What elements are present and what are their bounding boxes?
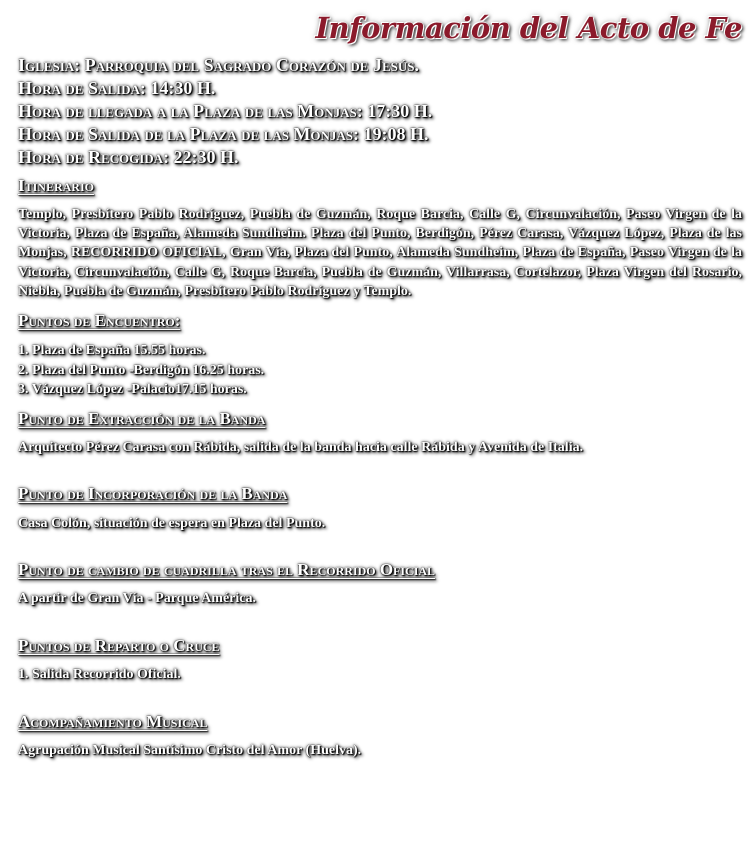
incorporacion-heading: Punto de Incorporación de la Banda xyxy=(18,483,288,503)
list-item: 2. Plaza del Punto -Berdigón 16.25 horas. xyxy=(18,362,265,378)
info-hora-llegada: Hora de llegada a la Plaza de las Monjas: 17:30 H. xyxy=(18,101,433,121)
cambio-cuadrilla-text: A partir de Gran Vía - Parque América. xyxy=(18,590,256,606)
list-item: 1. Plaza de España 15.55 horas. xyxy=(18,343,206,359)
info-block xyxy=(18,54,742,169)
acompanamiento-text: Agrupación Musical Santísimo Cristo del Amor (Huelva). xyxy=(18,743,362,759)
info-hora-salida: Hora de Salida: 14:30 H. xyxy=(18,78,216,98)
puntos-encuentro-list xyxy=(18,341,742,400)
info-iglesia: Iglesia: Parroquia del Sagrado Corazón de Jesús. xyxy=(18,55,420,75)
reparto-text: 1. Salida Recorrido Oficial. xyxy=(18,667,181,683)
info-hora-recogida: Hora de Recogida: 22:30 H. xyxy=(18,147,239,167)
info-hora-salida-plaza: Hora de Salida de la Plaza de las Monjas: 19:08 H. xyxy=(18,124,429,144)
list-item: 3. Vázquez López -Palacio17.15 horas. xyxy=(18,382,247,398)
acompanamiento-heading: Acompañamiento Musical xyxy=(18,712,208,732)
incorporacion-text: Casa Colón, situación de espera en Plaza del Punto. xyxy=(18,515,326,531)
extraccion-heading: Punto de Extracción de la Banda xyxy=(18,408,266,428)
cambio-cuadrilla-heading: Punto de cambio de cuadrilla tras el Recorrido Oficial xyxy=(18,559,436,579)
puntos-encuentro-heading: Puntos de Encuentro: xyxy=(18,311,181,331)
itinerario-heading: Itinerario xyxy=(18,176,94,195)
extraccion-text: Arquitecto Pérez Carasa con Rábida, salida de la banda hacia calle Rábida y Avenida de Italia. xyxy=(18,439,584,455)
itinerario-text: Templo, Presbítero Pablo Rodríguez, Puebla de Guzmán, Roque Barcia, Calle G, Circunvalación, Paseo Virgen de la Victoria, Plaza de España, Alameda Sundheim. Plaza del Punto, Berdigón, Pérez Carasa, Vázquez López, Plaza de las Monjas, RECORRIDO OFICIAL, Gran Vía, Plaza del Punto, Alameda Sundheim, Plaza de España, Paseo Virgen de la Victoria, Circunvalación, Calle G, Roque Barcia, Puebla de Guzmán, Villarrasa, Cortelazor, Plaza Virgen del Rosario, Niebla, Puebla de Guzmán, Presbítero Pablo Rodríguez y Templo. xyxy=(18,207,742,299)
document xyxy=(18,10,742,761)
reparto-heading: Puntos de Reparto o Cruce xyxy=(18,636,220,656)
page-title: Información del Acto de Fe xyxy=(315,11,742,45)
